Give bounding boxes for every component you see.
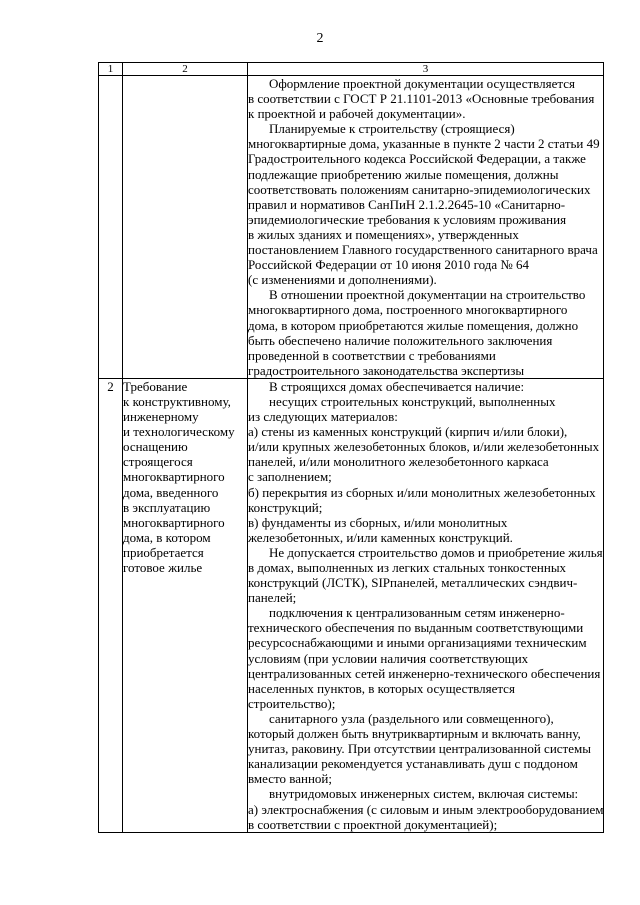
text-line: панелей, и/или монолитного железобетонного каркаса — [248, 454, 549, 470]
text-line: Планируемые к строительству (строящиеся) — [269, 121, 515, 137]
text-line: в соответствии с проектной документацией); — [248, 816, 498, 832]
text-line: несущих строительных конструкций, выполненных — [269, 393, 556, 409]
text-line: и/или крупных железобетонных блоков, и/или железобетонных — [248, 439, 600, 455]
row-content — [248, 378, 604, 832]
text-line: населенных пунктов, в которых осуществляется — [248, 680, 515, 696]
row-content-text — [248, 76, 603, 378]
text-line: строящегося — [123, 454, 193, 470]
text-line: В отношении проектной документации на строительство — [269, 287, 586, 303]
row-number — [99, 76, 123, 379]
text-line: дома, в котором приобретаются жилые помещения, должно — [248, 317, 579, 333]
column-header-3: 3 — [248, 63, 604, 76]
text-line: вместо ванной; — [248, 771, 332, 787]
text-line: к конструктивному, — [123, 393, 231, 409]
column-header-1: 1 — [99, 63, 123, 76]
text-line: правил и нормативов СанПиН 2.1.2.2645-10 «Санитарно- — [248, 196, 566, 212]
row-number: 2 — [99, 378, 123, 832]
text-line: канализации рекомендуется устанавливать душ с поддоном — [248, 756, 578, 772]
page-number: 2 — [316, 31, 324, 46]
text-line: оснащению — [123, 439, 188, 455]
text-line: технического обеспечения по выданным соответствующими — [248, 620, 584, 636]
table-header-row — [99, 63, 604, 76]
row-label-text — [123, 379, 247, 575]
text-line: в жилых зданиях и помещениях», утвержденных — [248, 226, 519, 242]
row-content-text — [248, 379, 603, 832]
text-line: строительство); — [248, 695, 336, 711]
text-line: многоквартирного — [123, 469, 225, 485]
text-line: панелей; — [248, 590, 297, 606]
text-line: проведенной в соответствии с требованиями — [248, 347, 496, 363]
text-line: инженерному — [123, 409, 199, 425]
text-line: Требование — [123, 378, 188, 394]
text-line: в соответствии с ГОСТ Р 21.1101-2013 «Основные требования — [248, 91, 595, 107]
text-line: Российской Федерации от 10 июня 2010 года № 64 — [248, 257, 529, 273]
text-line: приобретается — [123, 544, 204, 560]
text-line: железобетонных, и/или каменных конструкций. — [248, 529, 513, 545]
text-line: унитаз, раковину. При отсутствии централизованной системы — [248, 741, 591, 757]
text-line: дома, в котором — [123, 529, 211, 545]
table-row — [99, 378, 604, 832]
text-line: который должен быть внутриквартирным и включать ванну, — [248, 726, 581, 742]
text-line: градостроительного законодательства экспертизы — [248, 362, 525, 378]
row-label — [123, 76, 248, 379]
text-line: внутридомовых инженерных систем, включая системы: — [269, 786, 579, 802]
text-line: в) фундаменты из сборных, и/или монолитных — [248, 514, 508, 530]
text-line: Не допускается строительство домов и приобретение жилья — [269, 544, 603, 560]
text-line: многоквартирного дома, построенного многоквартирного — [248, 302, 568, 318]
text-line: ресурсоснабжающими и иными организациями техническим — [248, 635, 587, 651]
text-line: В строящихся домах обеспечивается наличие: — [269, 378, 525, 394]
text-line: Градостроительного кодекса Российской Федерации, а также — [248, 151, 586, 167]
text-line: конструкций; — [248, 499, 323, 515]
text-line: с заполнением; — [248, 469, 332, 485]
text-line: постановлением Главного государственного санитарного врача — [248, 242, 598, 258]
text-line: Оформление проектной документации осуществляется — [269, 76, 575, 91]
text-line: централизованных сетей инженерно-технического обеспечения — [248, 665, 601, 681]
text-line: б) перекрытия из сборных и/или монолитных железобетонных — [248, 484, 596, 500]
text-line: быть обеспечено наличие положительного заключения — [248, 332, 553, 348]
text-line: готовое жилье — [123, 560, 203, 575]
text-line: а) электроснабжения (с силовым и иным электрооборудованием — [248, 801, 604, 817]
text-line: условиям (при условии наличия соответствующих — [248, 650, 529, 666]
text-line: а) стены из каменных конструкций (кирпич и/или блоки), — [248, 424, 568, 440]
text-line: эпидемиологические требования к условиям проживания — [248, 211, 567, 227]
text-line: соответствовать положениям санитарно-эпидемиологических — [248, 181, 591, 197]
row-content — [248, 76, 604, 379]
column-header-2: 2 — [123, 63, 248, 76]
text-line: конструкций (ЛСТК), SIPпанелей, металлических сэндвич- — [248, 575, 578, 591]
row-label — [123, 378, 248, 832]
table-row — [99, 76, 604, 379]
text-line: подключения к централизованным сетям инженерно- — [269, 605, 565, 621]
text-line: к проектной и рабочей документации». — [248, 106, 466, 122]
text-line: в эксплуатацию — [123, 499, 211, 515]
text-line: многоквартирного — [123, 514, 225, 530]
requirements-table — [98, 62, 604, 833]
text-line: (с изменениями и дополнениями). — [248, 272, 437, 288]
text-line: многоквартирные дома, указанные в пункте 2 части 2 статьи 49 — [248, 136, 600, 152]
text-line: дома, введенного — [123, 484, 219, 500]
text-line: подлежащие приобретению жилые помещения, должны — [248, 166, 559, 182]
text-line: санитарного узла (раздельного или совмещенного), — [269, 710, 554, 726]
text-line: в домах, выполненных из легких стальных тонкостенных — [248, 560, 567, 575]
text-line: и технологическому — [123, 424, 235, 440]
text-line: из следующих материалов: — [248, 409, 398, 425]
